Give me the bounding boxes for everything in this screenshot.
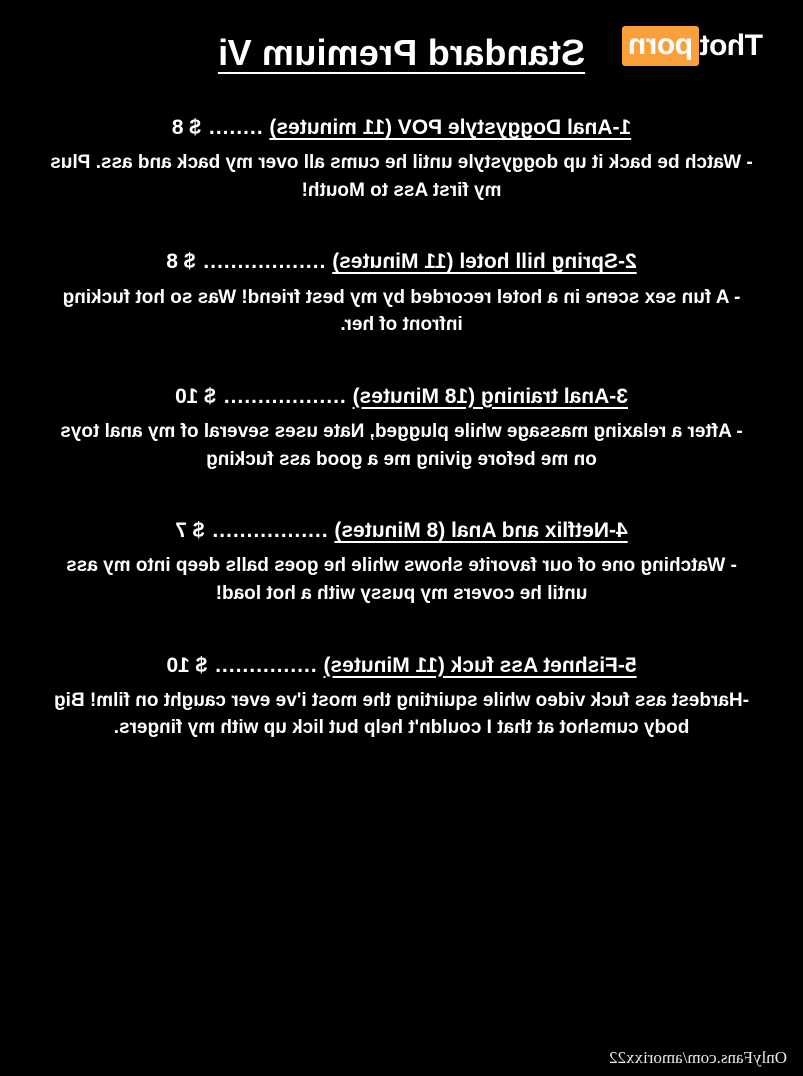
footer-handle: OnlyFans.com/amorixx22 — [608, 1048, 787, 1067]
item-dots: .................. — [195, 250, 333, 274]
item-description: - A fun sex scene in a hotel recorded by my best friend! Was so hot fucking infront of her. — [62, 286, 741, 336]
item-title: 1-Anal Doggystyle POV (11 minutes) — [269, 116, 632, 139]
item-description: - After a relaxing massage while plugged, Nate uses several of my anal toys on me before giving me a good ass fucking — [60, 421, 743, 470]
item-description: -Hardest ass fuck video while squirting the most i've ever caught on film! Big body cumshot at that I couldn't help but lick up with my fingers. — [54, 689, 749, 739]
logo-text-primary: Thot — [700, 29, 763, 62]
item-heading-row — [28, 248, 775, 275]
item-dots: ................. — [204, 519, 335, 543]
item-price: $ 10 — [175, 384, 216, 408]
page-title: Standard Premium Vi — [217, 32, 586, 73]
item-description: - Watching one of our favorite shows while he goes balls deep into my ass until he covers my pussy with a hot load! — [66, 555, 737, 605]
list-item — [28, 652, 775, 742]
site-logo — [622, 26, 763, 66]
item-title: 5-Fishnet Ass fuck (11 Minutes) — [323, 653, 637, 677]
item-price: $ 8 — [171, 116, 202, 139]
item-price: $ 7 — [175, 519, 205, 543]
item-dots: ........ — [201, 116, 270, 139]
list-item — [28, 114, 775, 204]
item-heading-row — [28, 652, 775, 679]
list-item — [28, 248, 775, 338]
item-heading-row — [28, 517, 775, 544]
item-title: 4-Netflix and Anal (8 Minutes) — [334, 519, 628, 543]
item-title: 3-Anal training (18 Minutes) — [352, 384, 628, 408]
list-item — [28, 517, 775, 607]
item-price: $ 10 — [166, 653, 208, 677]
item-description: - Watch be back it up doggystyle until he cums all over my back and ass. Plus my first Ass to Mouth! — [50, 152, 753, 201]
item-heading-row — [28, 383, 775, 410]
logo-text-badge: porn — [622, 26, 699, 66]
item-price: $ 8 — [166, 250, 196, 274]
list-item — [28, 383, 775, 473]
item-dots: .................. — [215, 384, 353, 408]
video-menu-list — [0, 114, 803, 742]
item-heading-row — [28, 114, 775, 141]
item-dots: ............... — [207, 653, 324, 677]
item-title: 2-Spring hill hotel (11 Minutes) — [332, 250, 637, 274]
